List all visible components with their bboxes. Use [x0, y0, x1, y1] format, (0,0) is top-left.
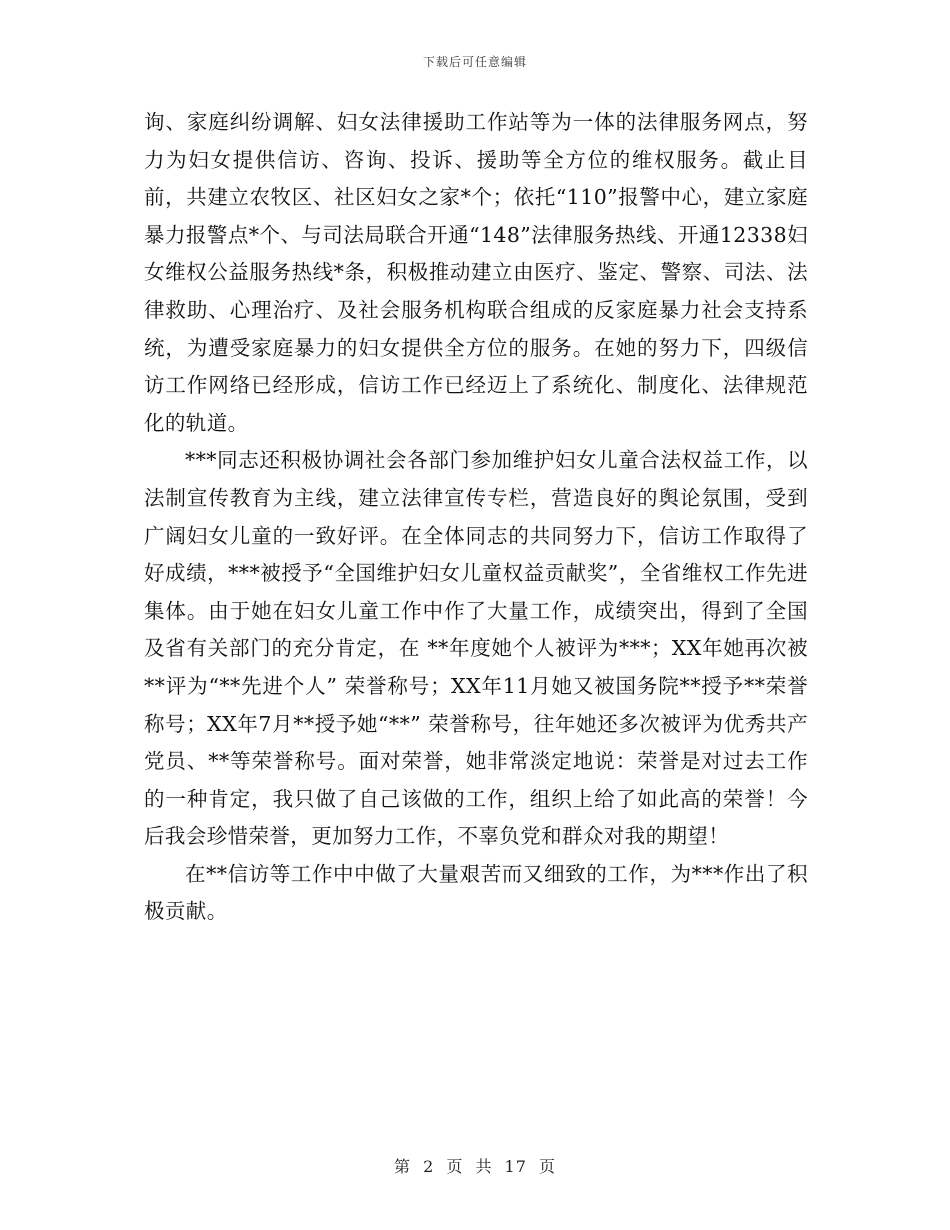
paragraph-coordination: ***同志还积极协调社会各部门参加维护妇女儿童合法权益工作，以法制宣传教育为主线，建立法律宣传专栏，营造良好的舆论氛围，受到广阔妇女儿童的一致好评。在全体同志的共同努力下，信访工作取得了好成绩，***被授予“全国维护妇女儿童权益贡献奖”，全省维权工作先进集体。由于她在妇女儿童工作中作了大量工作，成绩突出，得到了全国及省有关部门的充分肯定，在 **年度她个人被评为***；XX年她再次被**评为“**先进个人” 荣誉称号；XX年11月她又被国务院**授予**荣誉称号；XX年7月**授予她“**” 荣誉称号，往年她还多次被评为优秀共产党员、**等荣誉称号。面对荣誉，她非常淡定地说：荣誉是对过去工作的一种肯定，我只做了自己该做的工作，组织上给了如此高的荣誉！今后我会珍惜荣誉，更加努力工作，不辜负党和群众对我的期望！ [144, 448, 808, 849]
page-header: 下载后可任意编辑 [422, 55, 527, 69]
paragraph-contribution: 在**信访等工作中中做了大量艰苦而又细致的工作，为***作出了积极贡献。 [144, 861, 808, 924]
page-number: 第 2 页 共 17 页 [394, 1157, 556, 1176]
paragraph-continued: 询、家庭纠纷调解、妇女法律援助工作站等为一体的法律服务网点，努力为妇女提供信访、咨询、投诉、援助等全方位的维权服务。截止目前，共建立农牧区、社区妇女之家*个；依托“110”报警中心，建立家庭暴力报警点*个、与司法局联合开通“148”法律服务热线、开通12338妇女维权公益服务热线*条，积极推动建立由医疗、鉴定、警察、司法、法律救助、心理治疗、及社会服务机构联合组成的反家庭暴力社会支持系统，为遭受家庭暴力的妇女提供全方位的服务。在她的努力下，四级信访工作网络已经形成，信访工作已经迈上了系统化、制度化、法律规范化的轨道。 [144, 110, 808, 435]
document-body [144, 104, 808, 931]
